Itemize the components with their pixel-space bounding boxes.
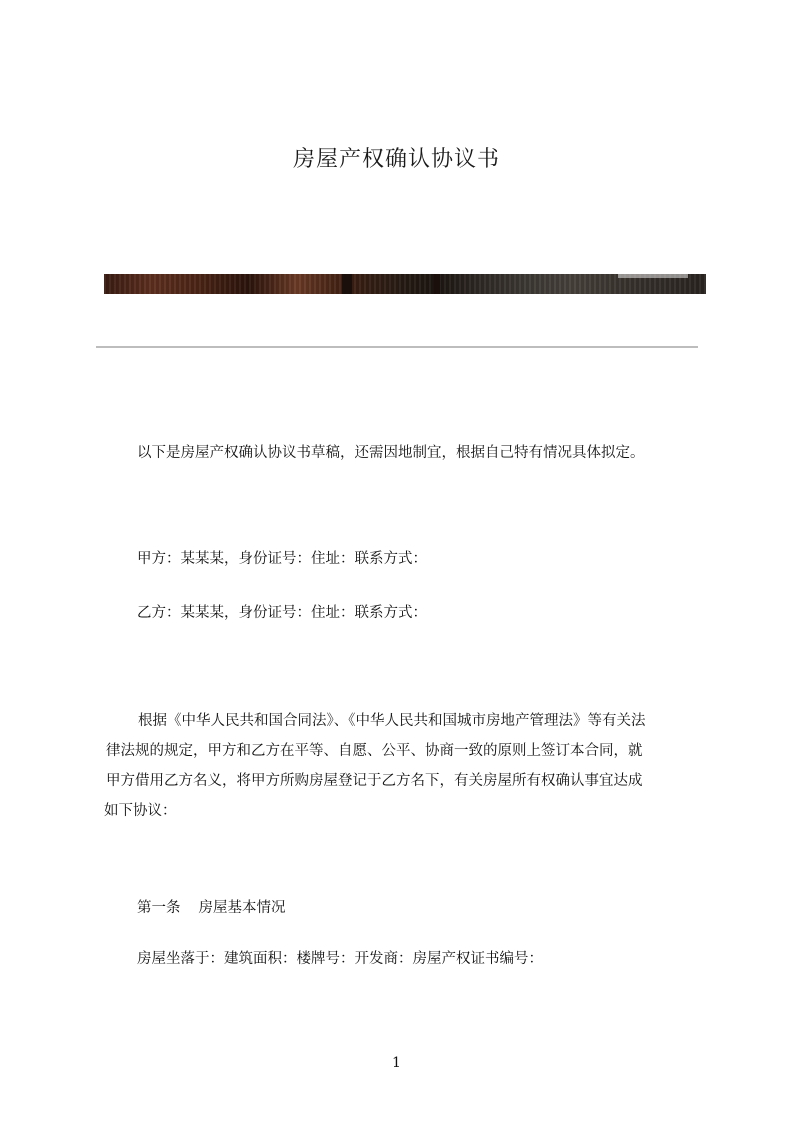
intro-paragraph: 以下是房屋产权确认协议书草稿，还需因地制宜，根据自己特有情况具体拟定。 (137, 445, 645, 461)
cropped-photo-strip (104, 274, 706, 294)
article-number: 第一条 (137, 900, 181, 916)
photo-texture (104, 274, 706, 294)
article-heading: 房屋基本情况 (198, 900, 286, 916)
page-number: 1 (392, 1055, 401, 1071)
party-a-line: 甲方：某某某，身份证号：住址：联系方式： (137, 551, 427, 567)
basis-line: 甲方借用乙方名义，将甲方所购房屋登记于乙方名下，有关房屋所有权确认事宜达成 (106, 773, 643, 789)
photo-watermark (618, 274, 688, 278)
party-b-line: 乙方：某某某，身份证号：住址：联系方式： (137, 605, 427, 621)
document-title: 房屋产权确认协议书 (292, 147, 500, 172)
article-1-heading (137, 893, 286, 923)
horizontal-divider (96, 346, 698, 348)
property-location-line: 房屋坐落于：建筑面积：楼牌号：开发商：房屋产权证书编号： (137, 951, 543, 967)
photo-dark-pillar (434, 274, 440, 294)
photo-dark-pillar (342, 274, 352, 294)
basis-paragraph (104, 706, 702, 826)
basis-line: 如下协议： (104, 803, 177, 819)
basis-line: 律法规的规定，甲方和乙方在平等、自愿、公平、协商一致的原则上签订本合同，就 (106, 743, 643, 759)
basis-line: 根据《中华人民共和国合同法》、《中华人民共和国城市房地产管理法》等有关法 (138, 713, 646, 729)
